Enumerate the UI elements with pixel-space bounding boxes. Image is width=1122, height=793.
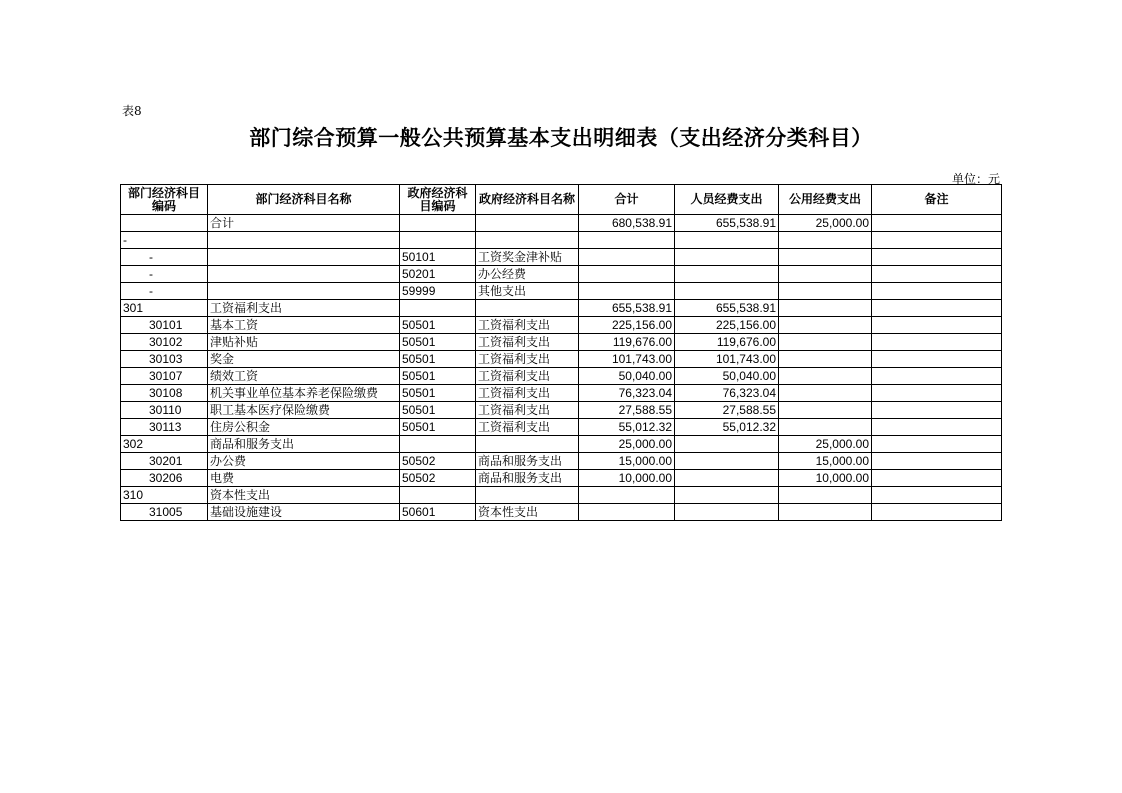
header-gov-name: 政府经济科目名称	[476, 185, 579, 215]
table-row	[121, 266, 1002, 283]
cell-public	[779, 368, 872, 385]
cell-gov-name: 商品和服务支出	[476, 470, 579, 487]
cell-personnel	[675, 266, 779, 283]
cell-public: 10,000.00	[779, 470, 872, 487]
cell-dept-code: 310	[121, 487, 208, 504]
cell-dept-name: 奖金	[208, 351, 400, 368]
table-number-label: 表8	[122, 104, 142, 118]
cell-note	[872, 266, 1002, 283]
cell-gov-name: 商品和服务支出	[476, 453, 579, 470]
cell-note	[872, 351, 1002, 368]
cell-note	[872, 453, 1002, 470]
cell-total	[579, 266, 675, 283]
cell-personnel	[675, 249, 779, 266]
cell-total: 119,676.00	[579, 334, 675, 351]
header-gov-code: 政府经济科目编码	[400, 185, 476, 215]
cell-total	[579, 232, 675, 249]
cell-gov-code: 50101	[400, 249, 476, 266]
cell-public	[779, 232, 872, 249]
cell-public	[779, 334, 872, 351]
cell-gov-code: 50501	[400, 385, 476, 402]
table-row	[121, 334, 1002, 351]
table-row	[121, 249, 1002, 266]
cell-public	[779, 283, 872, 300]
table-row	[121, 385, 1002, 402]
cell-gov-name	[476, 215, 579, 232]
cell-gov-code: 50501	[400, 351, 476, 368]
cell-personnel: 76,323.04	[675, 385, 779, 402]
cell-note	[872, 385, 1002, 402]
cell-total: 10,000.00	[579, 470, 675, 487]
cell-gov-code	[400, 232, 476, 249]
unit-label: 单位：元	[951, 172, 1000, 186]
cell-gov-code: 50501	[400, 419, 476, 436]
cell-personnel: 50,040.00	[675, 368, 779, 385]
cell-public	[779, 487, 872, 504]
table-row	[121, 351, 1002, 368]
cell-note	[872, 215, 1002, 232]
cell-personnel	[675, 436, 779, 453]
table-body	[121, 215, 1002, 521]
cell-gov-name: 工资福利支出	[476, 419, 579, 436]
cell-dept-code: 30108	[121, 385, 208, 402]
table-row	[121, 300, 1002, 317]
cell-gov-code: 50601	[400, 504, 476, 521]
cell-public	[779, 419, 872, 436]
cell-gov-code	[400, 436, 476, 453]
cell-total	[579, 504, 675, 521]
cell-personnel: 101,743.00	[675, 351, 779, 368]
table-row	[121, 504, 1002, 521]
table-header-row	[121, 185, 1002, 215]
cell-dept-code	[121, 215, 208, 232]
cell-note	[872, 419, 1002, 436]
cell-public	[779, 402, 872, 419]
cell-note	[872, 368, 1002, 385]
cell-note	[872, 487, 1002, 504]
cell-gov-name: 其他支出	[476, 283, 579, 300]
cell-dept-name	[208, 249, 400, 266]
cell-dept-name: 工资福利支出	[208, 300, 400, 317]
cell-total: 680,538.91	[579, 215, 675, 232]
cell-gov-code	[400, 215, 476, 232]
cell-personnel: 225,156.00	[675, 317, 779, 334]
cell-dept-name	[208, 266, 400, 283]
budget-detail-table	[120, 184, 1002, 521]
table-row	[121, 317, 1002, 334]
table-row	[121, 402, 1002, 419]
cell-dept-name: 基础设施建设	[208, 504, 400, 521]
cell-public: 25,000.00	[779, 215, 872, 232]
cell-note	[872, 470, 1002, 487]
cell-total: 55,012.32	[579, 419, 675, 436]
cell-public	[779, 317, 872, 334]
cell-personnel	[675, 283, 779, 300]
cell-dept-code: 30107	[121, 368, 208, 385]
cell-note	[872, 283, 1002, 300]
table-row	[121, 436, 1002, 453]
cell-dept-code: 30110	[121, 402, 208, 419]
cell-dept-name: 资本性支出	[208, 487, 400, 504]
cell-note	[872, 249, 1002, 266]
cell-total: 101,743.00	[579, 351, 675, 368]
cell-dept-name: 基本工资	[208, 317, 400, 334]
cell-public	[779, 504, 872, 521]
header-public: 公用经费支出	[779, 185, 872, 215]
cell-personnel	[675, 487, 779, 504]
cell-dept-code: 30102	[121, 334, 208, 351]
table-row	[121, 283, 1002, 300]
cell-gov-name: 工资福利支出	[476, 317, 579, 334]
cell-total: 25,000.00	[579, 436, 675, 453]
cell-dept-code: -	[121, 266, 208, 283]
header-dept-name: 部门经济科目名称	[208, 185, 400, 215]
table-row	[121, 487, 1002, 504]
cell-personnel	[675, 232, 779, 249]
cell-note	[872, 232, 1002, 249]
cell-personnel: 27,588.55	[675, 402, 779, 419]
cell-dept-name: 住房公积金	[208, 419, 400, 436]
cell-total: 50,040.00	[579, 368, 675, 385]
cell-note	[872, 402, 1002, 419]
cell-gov-name: 工资福利支出	[476, 402, 579, 419]
table-row	[121, 368, 1002, 385]
cell-gov-name: 办公经费	[476, 266, 579, 283]
cell-total	[579, 249, 675, 266]
cell-gov-code: 50502	[400, 453, 476, 470]
cell-dept-code: 31005	[121, 504, 208, 521]
cell-dept-name: 商品和服务支出	[208, 436, 400, 453]
cell-gov-name: 工资奖金津补贴	[476, 249, 579, 266]
cell-dept-code: 302	[121, 436, 208, 453]
table-row	[121, 215, 1002, 232]
cell-gov-code: 50501	[400, 317, 476, 334]
cell-personnel: 655,538.91	[675, 300, 779, 317]
cell-note	[872, 334, 1002, 351]
cell-personnel	[675, 470, 779, 487]
cell-gov-code: 50501	[400, 368, 476, 385]
cell-note	[872, 436, 1002, 453]
cell-public	[779, 351, 872, 368]
cell-note	[872, 317, 1002, 334]
cell-dept-name: 机关事业单位基本养老保险缴费	[208, 385, 400, 402]
cell-note	[872, 300, 1002, 317]
cell-public	[779, 249, 872, 266]
cell-gov-code: 59999	[400, 283, 476, 300]
cell-total: 15,000.00	[579, 453, 675, 470]
header-personnel: 人员经费支出	[675, 185, 779, 215]
cell-dept-name: 办公费	[208, 453, 400, 470]
cell-dept-code: 301	[121, 300, 208, 317]
cell-dept-name: 合计	[208, 215, 400, 232]
cell-dept-code: 30206	[121, 470, 208, 487]
cell-total	[579, 283, 675, 300]
cell-total: 27,588.55	[579, 402, 675, 419]
cell-gov-name: 工资福利支出	[476, 385, 579, 402]
cell-total	[579, 487, 675, 504]
cell-public: 15,000.00	[779, 453, 872, 470]
page-title: 部门综合预算一般公共预算基本支出明细表（支出经济分类科目）	[249, 126, 873, 150]
cell-personnel	[675, 504, 779, 521]
cell-gov-name	[476, 436, 579, 453]
cell-personnel: 55,012.32	[675, 419, 779, 436]
cell-gov-name	[476, 300, 579, 317]
table-row	[121, 232, 1002, 249]
cell-dept-name: 职工基本医疗保险缴费	[208, 402, 400, 419]
cell-dept-name	[208, 283, 400, 300]
cell-dept-code: 30101	[121, 317, 208, 334]
cell-dept-name: 电费	[208, 470, 400, 487]
cell-gov-name: 工资福利支出	[476, 368, 579, 385]
cell-dept-code: 30113	[121, 419, 208, 436]
cell-dept-code: -	[121, 232, 208, 249]
header-note: 备注	[872, 185, 1002, 215]
cell-total: 225,156.00	[579, 317, 675, 334]
cell-public	[779, 300, 872, 317]
cell-dept-code: 30103	[121, 351, 208, 368]
cell-gov-name: 工资福利支出	[476, 334, 579, 351]
cell-dept-name: 绩效工资	[208, 368, 400, 385]
cell-gov-name: 资本性支出	[476, 504, 579, 521]
cell-personnel: 655,538.91	[675, 215, 779, 232]
cell-public	[779, 385, 872, 402]
cell-gov-code	[400, 300, 476, 317]
header-dept-code: 部门经济科目编码	[121, 185, 208, 215]
cell-dept-code: -	[121, 283, 208, 300]
cell-dept-name	[208, 232, 400, 249]
cell-gov-code	[400, 487, 476, 504]
cell-dept-name: 津贴补贴	[208, 334, 400, 351]
cell-dept-code: -	[121, 249, 208, 266]
cell-personnel	[675, 453, 779, 470]
cell-total: 76,323.04	[579, 385, 675, 402]
cell-gov-code: 50201	[400, 266, 476, 283]
table-row	[121, 453, 1002, 470]
table-row	[121, 419, 1002, 436]
cell-personnel: 119,676.00	[675, 334, 779, 351]
table-row	[121, 470, 1002, 487]
cell-total: 655,538.91	[579, 300, 675, 317]
cell-gov-code: 50501	[400, 402, 476, 419]
cell-gov-name: 工资福利支出	[476, 351, 579, 368]
cell-public: 25,000.00	[779, 436, 872, 453]
cell-note	[872, 504, 1002, 521]
cell-dept-code: 30201	[121, 453, 208, 470]
cell-gov-code: 50501	[400, 334, 476, 351]
cell-gov-name	[476, 487, 579, 504]
header-total: 合计	[579, 185, 675, 215]
cell-gov-code: 50502	[400, 470, 476, 487]
cell-public	[779, 266, 872, 283]
cell-gov-name	[476, 232, 579, 249]
